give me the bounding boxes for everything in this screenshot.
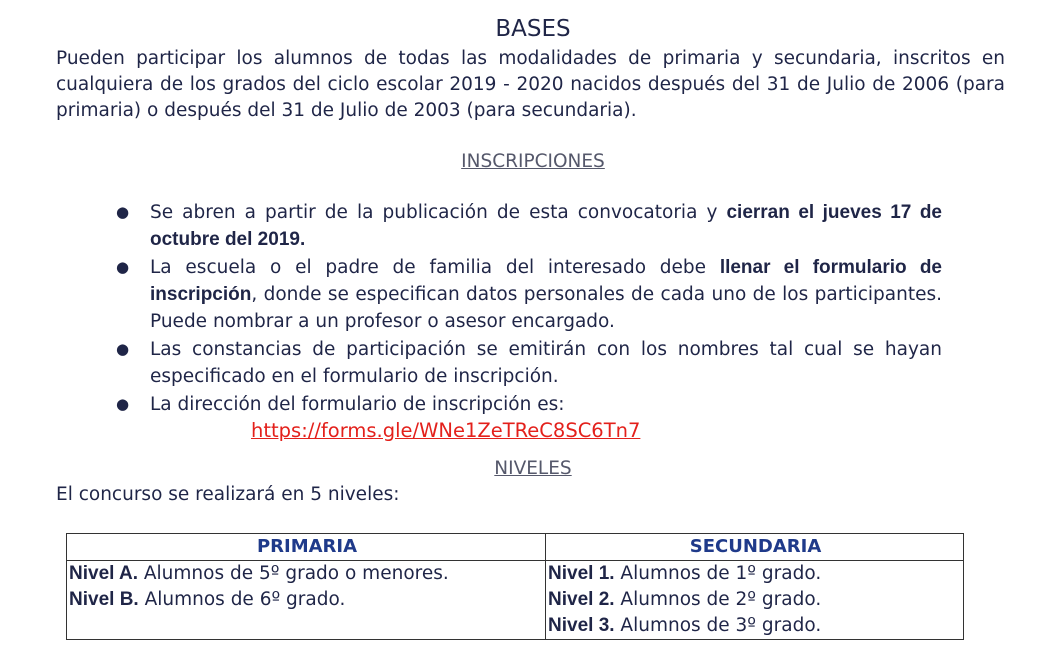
secundaria-header: SECUNDARIA: [546, 534, 964, 561]
primaria-cell: [67, 561, 546, 640]
intro-paragraph: Pueden participar los alumnos de todas las modalidades de primaria y secundaria, inscritos en cualquiera de los grados del ciclo escolar 2019 - 2020 nacidos después del 31 de Julio de 2006 (para primaria) o después del 31 de Julio de 2003 (para secundaria).: [56, 48, 1005, 121]
level-item: [548, 561, 963, 587]
niveles-heading: NIVELES: [494, 458, 572, 479]
levels-table: [66, 533, 964, 640]
level-item: [548, 587, 963, 613]
form-link[interactable]: https://forms.gle/WNe1ZeTReC8SC6Tn7: [251, 419, 641, 442]
level-name: Nivel 1.: [548, 563, 615, 584]
level-name: Nivel 2.: [548, 589, 615, 610]
secundaria-cell: [546, 561, 964, 640]
item-text: Las constancias de participación se emitirán con los nombres tal cual se hayan especificado en el formulario de inscripción.: [150, 339, 942, 387]
item-bold-text: cierran el jueves 17 de octubre del 2019.: [150, 202, 942, 250]
level-desc: Alumnos de 3º grado.: [614, 615, 822, 636]
level-name: Nivel 3.: [548, 615, 615, 636]
bullet-icon: ●: [116, 258, 130, 276]
bullet-icon: ●: [116, 395, 130, 413]
item-after-text: , donde se especifican datos personales de cada uno de los participantes. Puede nombrar a un profesor o asesor encargado.: [150, 284, 942, 332]
item-text: La dirección del formulario de inscripción es:: [150, 394, 565, 415]
level-name: Nivel B.: [69, 589, 139, 610]
table-row: [67, 561, 964, 640]
list-item: [116, 391, 942, 418]
item-bold-text: llenar el formulario de inscripción: [150, 257, 942, 305]
niveles-intro: El concurso se realizará en 5 niveles:: [56, 484, 400, 505]
level-item: [69, 587, 545, 613]
list-item: [116, 254, 942, 335]
level-desc: Alumnos de 1º grado.: [614, 563, 822, 584]
inscripciones-list: [116, 199, 942, 419]
bullet-icon: ●: [116, 340, 130, 358]
list-item: [116, 336, 942, 390]
list-item: [116, 199, 942, 253]
table-header-row: [67, 534, 964, 561]
item-text: Se abren a partir de la publicación de esta convocatoria y: [150, 202, 727, 223]
level-item: [69, 561, 545, 587]
inscripciones-heading: INSCRIPCIONES: [461, 151, 605, 172]
bullet-icon: ●: [116, 203, 130, 221]
level-desc: Alumnos de 6º grado.: [138, 589, 346, 610]
level-item: [548, 613, 963, 639]
level-name: Nivel A.: [69, 563, 138, 584]
level-desc: Alumnos de 2º grado.: [614, 589, 822, 610]
item-text: La escuela o el padre de familia del interesado debe: [150, 257, 720, 278]
page-title: BASES: [495, 16, 571, 42]
primaria-header: PRIMARIA: [67, 534, 546, 561]
level-desc: Alumnos de 5º grado o menores.: [138, 563, 449, 584]
